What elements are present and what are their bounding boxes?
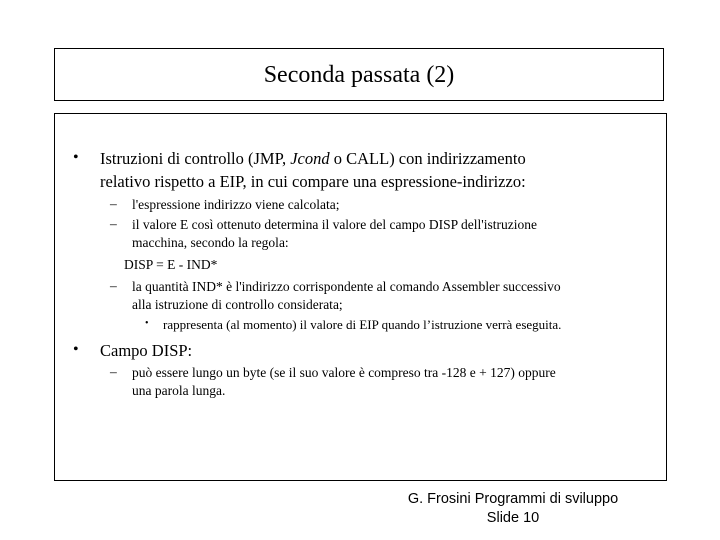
bullet-text-line2: relativo rispetto a EIP, in cui compare una espressione-indirizzo: — [100, 172, 526, 191]
slide-footer — [360, 490, 666, 528]
formula-text: DISP = E - IND* — [124, 257, 218, 272]
subitem-text: la quantità IND* è l'indirizzo corrispondente al comando Assembler successivo — [132, 279, 561, 294]
dash-marker: – — [110, 216, 117, 231]
bullet-text-part: Istruzioni di controllo (JMP, — [100, 149, 291, 168]
bullet-text — [100, 148, 526, 170]
bullet-text-part: o CALL) con indirizzamento — [329, 149, 526, 168]
slide-title: Seconda passata (2) — [263, 62, 455, 88]
bullet-text: Campo DISP: — [100, 341, 193, 360]
subitem-text: il valore E così ottenuto determina il valore del campo DISP dell'istruzione — [132, 217, 537, 232]
subitem-text: può essere lungo un byte (se il suo valore è compreso tra -128 e + 127) oppure — [132, 365, 556, 380]
dash-marker: – — [110, 364, 117, 379]
subitem-text: una parola lunga. — [132, 383, 226, 398]
subsubitem-text: rappresenta (al momento) il valore di EIP quando l’istruzione verrà eseguita. — [163, 317, 562, 332]
subitem-text: alla istruzione di controllo considerata; — [132, 297, 343, 312]
bullet-marker: • — [73, 341, 79, 358]
subsub-bullet-marker: • — [145, 318, 149, 329]
title-box — [54, 48, 664, 101]
footer-slide-number: Slide 10 — [486, 510, 540, 526]
subitem-text: macchina, secondo la regola: — [132, 235, 289, 250]
dash-marker: – — [110, 278, 117, 293]
subitem-text: l'espressione indirizzo viene calcolata; — [132, 197, 340, 212]
bullet-text-italic: Jcond — [290, 149, 330, 168]
bullet-marker: • — [73, 149, 79, 166]
footer-author-course: G. Frosini Programmi di sviluppo — [407, 491, 619, 507]
dash-marker: – — [110, 196, 117, 211]
